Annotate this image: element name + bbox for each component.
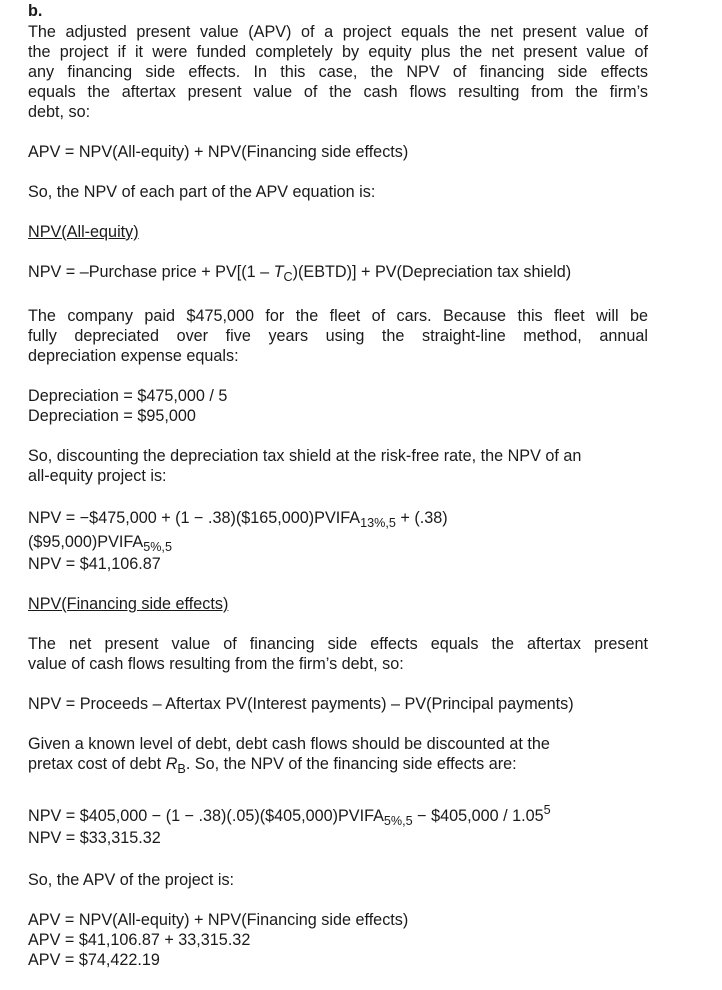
npv-equity-result: NPV = $41,106.87 [28, 555, 161, 573]
debt-line-1: Given a known level of debt, debt cash flows should be discounted at the [28, 735, 550, 753]
fleet-line-2: fully depreciated over five years using the straight-line method, annual [28, 327, 648, 345]
financing-line-1: The net present value of financing side effects equals the aftertax present [28, 635, 648, 653]
npv-equity-calc-line-1: NPV = −$475,000 + $(1 - .38)(\$165,000)PVIFA_{13\%,5} + (.38)$ [28, 509, 448, 530]
intro-line-5: debt, so: [28, 103, 91, 121]
npv-financing-calc-line-1: NPV = $405,000 − $(1 - .38)(.05)(\$405,000)PVIFA_{5\%,5}$ − $405,000 / 1.05$^5$ [28, 803, 551, 828]
depreciation-line-1: Depreciation = $475,000 / 5 [28, 387, 228, 405]
debt-line-2: pretax cost of debt $R_B$. So, the NPV of the financing side effects are: [28, 755, 517, 776]
fleet-line-3: depreciation expense equals: [28, 347, 239, 365]
apv-formula: APV = NPV(All-equity) + NPV(Financing side effects) [28, 143, 409, 161]
intro-line-4: equals the aftertax present value of the cash flows resulting from the firm’s [28, 83, 648, 101]
discount-line-1: So, discounting the depreciation tax shield at the risk-free rate, the NPV of an [28, 447, 582, 465]
npv-all-equity-formula: NPV = –Purchase price + $PV[(1 - T_C)(EBTD)]$ + PV(Depreciation tax shield) [28, 263, 572, 284]
apv-result-line-1: APV = NPV(All-equity) + NPV(Financing side effects) [28, 911, 409, 929]
intro-line-1: The adjusted present value (APV) of a project equals the net present value of [28, 23, 648, 41]
intro-line-3: any financing side effects. In this case, the NPV of financing side effects [28, 63, 648, 81]
apv-result-line-3: APV = $74,422.19 [28, 951, 160, 969]
discount-line-2: all-equity project is: [28, 467, 167, 485]
financing-heading: NPV(Financing side effects) [28, 595, 229, 613]
apv-result-line-2: APV = $41,106.87 + 33,315.32 [28, 931, 251, 949]
fleet-line-1: The company paid $475,000 for the fleet of cars. Because this fleet will be [28, 307, 648, 325]
apv-intro-text: So, the APV of the project is: [28, 871, 235, 889]
npv-each-part-text: So, the NPV of each part of the APV equation is: [28, 183, 376, 201]
financing-formula: NPV = Proceeds – Aftertax PV(Interest payments) – PV(Principal payments) [28, 695, 574, 713]
npv-financing-result: NPV = $33,315.32 [28, 829, 161, 847]
financing-line-2: value of cash flows resulting from the firm’s debt, so: [28, 655, 404, 673]
part-heading: b. [28, 2, 43, 20]
all-equity-heading: NPV(All-equity) [28, 223, 139, 241]
npv-equity-calc-line-2: $(\$95,000)PVIFA_{5\%,5}$ [28, 533, 172, 554]
depreciation-line-2: Depreciation = $95,000 [28, 407, 196, 425]
intro-line-2: the project if it were funded completely by equity plus the net present value of [28, 43, 648, 61]
